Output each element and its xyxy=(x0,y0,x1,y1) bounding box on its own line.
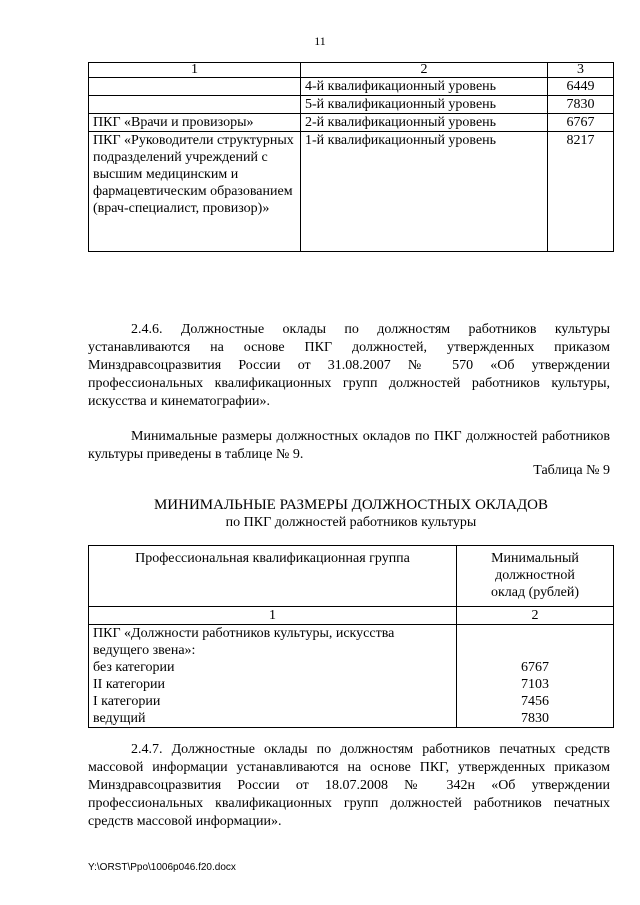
group-cell xyxy=(89,78,301,96)
table-9-subtitle: по ПКГ должностей работников культуры xyxy=(225,515,477,530)
paragraph-2-4-7: 2.4.7. Должностные оклады по должностям работников печатных средств массовой информации устанавливаются на основе ПКГ, утвержденных приказом Минздравсоцразвития России от 18.07.2008 № 342н «Об утверждении профессиональных квалификационных групп должностей работников печатных средств массовой информации». xyxy=(88,742,610,829)
group-name: ПКГ «Должности работников культуры, искусства ведущего звена»: xyxy=(93,626,395,658)
group-cell: ПКГ «Врачи и провизоры» xyxy=(89,114,301,132)
table-row xyxy=(89,132,614,252)
level-cell: 5-й квалификационный уровень xyxy=(301,96,548,114)
category-value: 7456 xyxy=(521,694,549,709)
category-value: 7830 xyxy=(521,711,549,726)
level-cell: 4-й квалификационный уровень xyxy=(301,78,548,96)
header-cell: 2 xyxy=(301,63,548,78)
table-row xyxy=(89,96,614,114)
salary-cell: 6449 xyxy=(548,78,614,96)
table-row xyxy=(89,114,614,132)
header-number: 1 xyxy=(89,607,457,625)
header-group: Профессиональная квалификационная группа xyxy=(89,546,457,607)
table-header-row xyxy=(89,63,614,78)
header-number: 2 xyxy=(457,607,614,625)
category-name: без категории xyxy=(93,660,175,675)
category-value: 6767 xyxy=(521,660,549,675)
header-cell: 3 xyxy=(548,63,614,78)
category-name: I категории xyxy=(93,694,161,709)
salary-table-9 xyxy=(88,545,614,728)
table-9-title: МИНИМАЛЬНЫЕ РАЗМЕРЫ ДОЛЖНОСТНЫХ ОКЛАДОВ xyxy=(153,497,549,513)
level-cell: 2-й квалификационный уровень xyxy=(301,114,548,132)
page-number: 11 xyxy=(314,34,326,48)
paragraph-2-4-6: 2.4.6. Должностные оклады по должностям работников культуры устанавливаются на основе ПКГ должностей, утвержденных приказом Минздравсоцразвития России от 31.08.2007 № 570 «Об утверждении профессиональных квалификационных групп должностей работников культуры, искусства и кинематографии». xyxy=(88,322,610,409)
category-values-cell xyxy=(457,625,614,728)
file-path-footer: Y:\ORST\Ppo\1006p046.f20.docx xyxy=(88,862,236,873)
category-value: 7103 xyxy=(521,677,549,692)
salary-cell: 7830 xyxy=(548,96,614,114)
salary-cell: 8217 xyxy=(548,132,614,252)
group-cell xyxy=(89,96,301,114)
header-salary: Минимальный должностной оклад (рублей) xyxy=(457,546,614,607)
category-name: II категории xyxy=(93,677,165,692)
salary-table-8 xyxy=(88,62,614,252)
table-header-row xyxy=(89,546,614,607)
table-number-row xyxy=(89,607,614,625)
paragraph-min-sizes: Минимальные размеры должностных окладов по ПКГ должностей работников культуры приведены в таблице № 9. xyxy=(88,429,610,462)
salary-cell: 6767 xyxy=(548,114,614,132)
category-names-cell xyxy=(89,625,457,728)
table-row xyxy=(89,78,614,96)
header-cell: 1 xyxy=(89,63,301,78)
category-name: ведущий xyxy=(93,711,146,726)
table-row xyxy=(89,625,614,728)
level-cell: 1-й квалификационный уровень xyxy=(301,132,548,252)
group-cell: ПКГ «Руководители структурных подразделений учреждений с высшим медицинским и фармацевтическим образованием (врач-специалист, провизор)» xyxy=(89,132,301,252)
table-9-label: Таблица № 9 xyxy=(533,463,610,478)
